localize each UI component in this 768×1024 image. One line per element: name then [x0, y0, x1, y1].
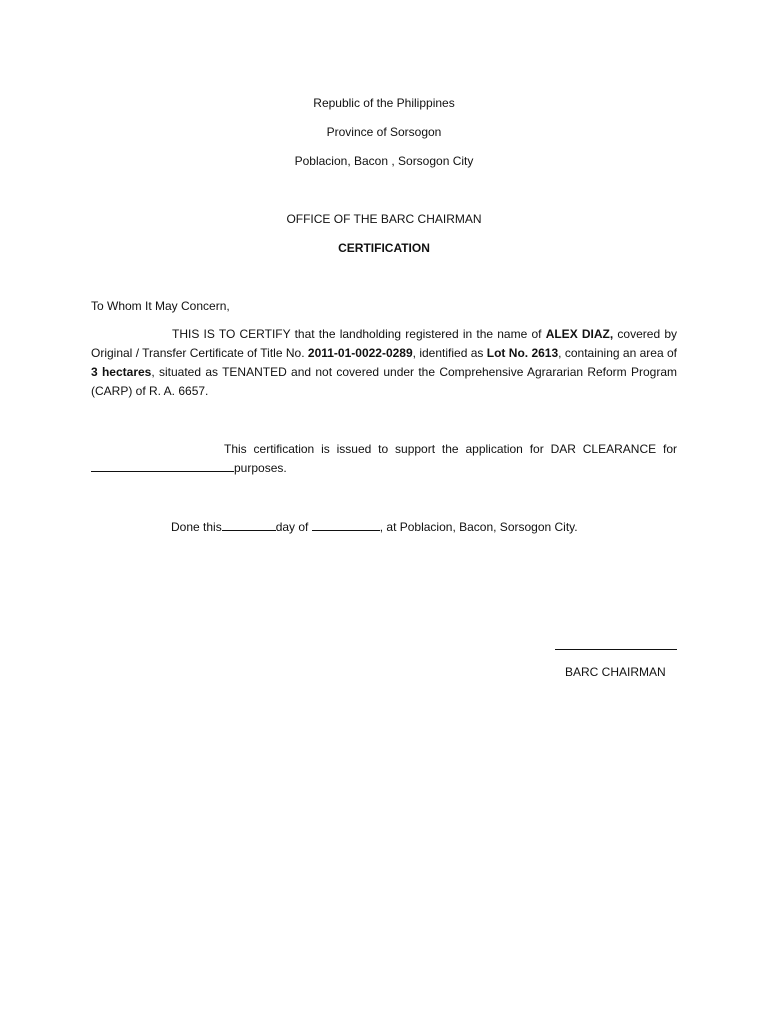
done-line	[171, 518, 578, 535]
signatory-title: BARC CHAIRMAN	[565, 665, 666, 679]
done-text-2: day of	[275, 520, 312, 534]
header-republic: Republic of the Philippines	[313, 96, 455, 110]
document-title: CERTIFICATION	[338, 241, 430, 255]
month-blank	[312, 518, 380, 531]
signature-line	[555, 649, 677, 650]
cert-text-1: THIS IS TO CERTIFY that the landholding registered in the name of	[172, 327, 546, 341]
office-title: OFFICE OF THE BARC CHAIRMAN	[286, 212, 482, 226]
title-number: 2011-01-0022-0289	[307, 346, 413, 360]
salutation: To Whom It May Concern,	[91, 299, 230, 313]
day-blank	[222, 518, 276, 531]
purpose-text: This certification is issued to support the application for DAR CLEARANCE for	[224, 442, 677, 456]
header-province: Province of Sorsogon	[326, 125, 442, 139]
purpose-blank	[91, 459, 234, 472]
header-location: Poblacion, Bacon , Sorsogon City	[294, 154, 474, 168]
owner-name: ALEX DIAZ,	[545, 327, 614, 341]
cert-text-4: , containing an area of	[558, 346, 677, 360]
land-area: 3 hectares	[91, 365, 152, 379]
cert-text-2: covered by Original / Transfer Certificate of Title No.	[91, 327, 677, 360]
cert-text-3: , identified as	[412, 346, 487, 360]
purpose-paragraph	[91, 440, 677, 478]
cert-text-5: , situated as TENANTED and not covered under the Comprehensive Agrararian Reform Program (CARP) of R. A. 6657.	[91, 365, 677, 398]
certification-paragraph	[91, 325, 677, 401]
done-text-3: , at Poblacion, Bacon, Sorsogon City.	[379, 520, 578, 534]
done-text-1: Done this	[171, 520, 222, 534]
purpose-suffix: purposes.	[234, 461, 287, 475]
lot-number: Lot No. 2613	[486, 346, 559, 360]
